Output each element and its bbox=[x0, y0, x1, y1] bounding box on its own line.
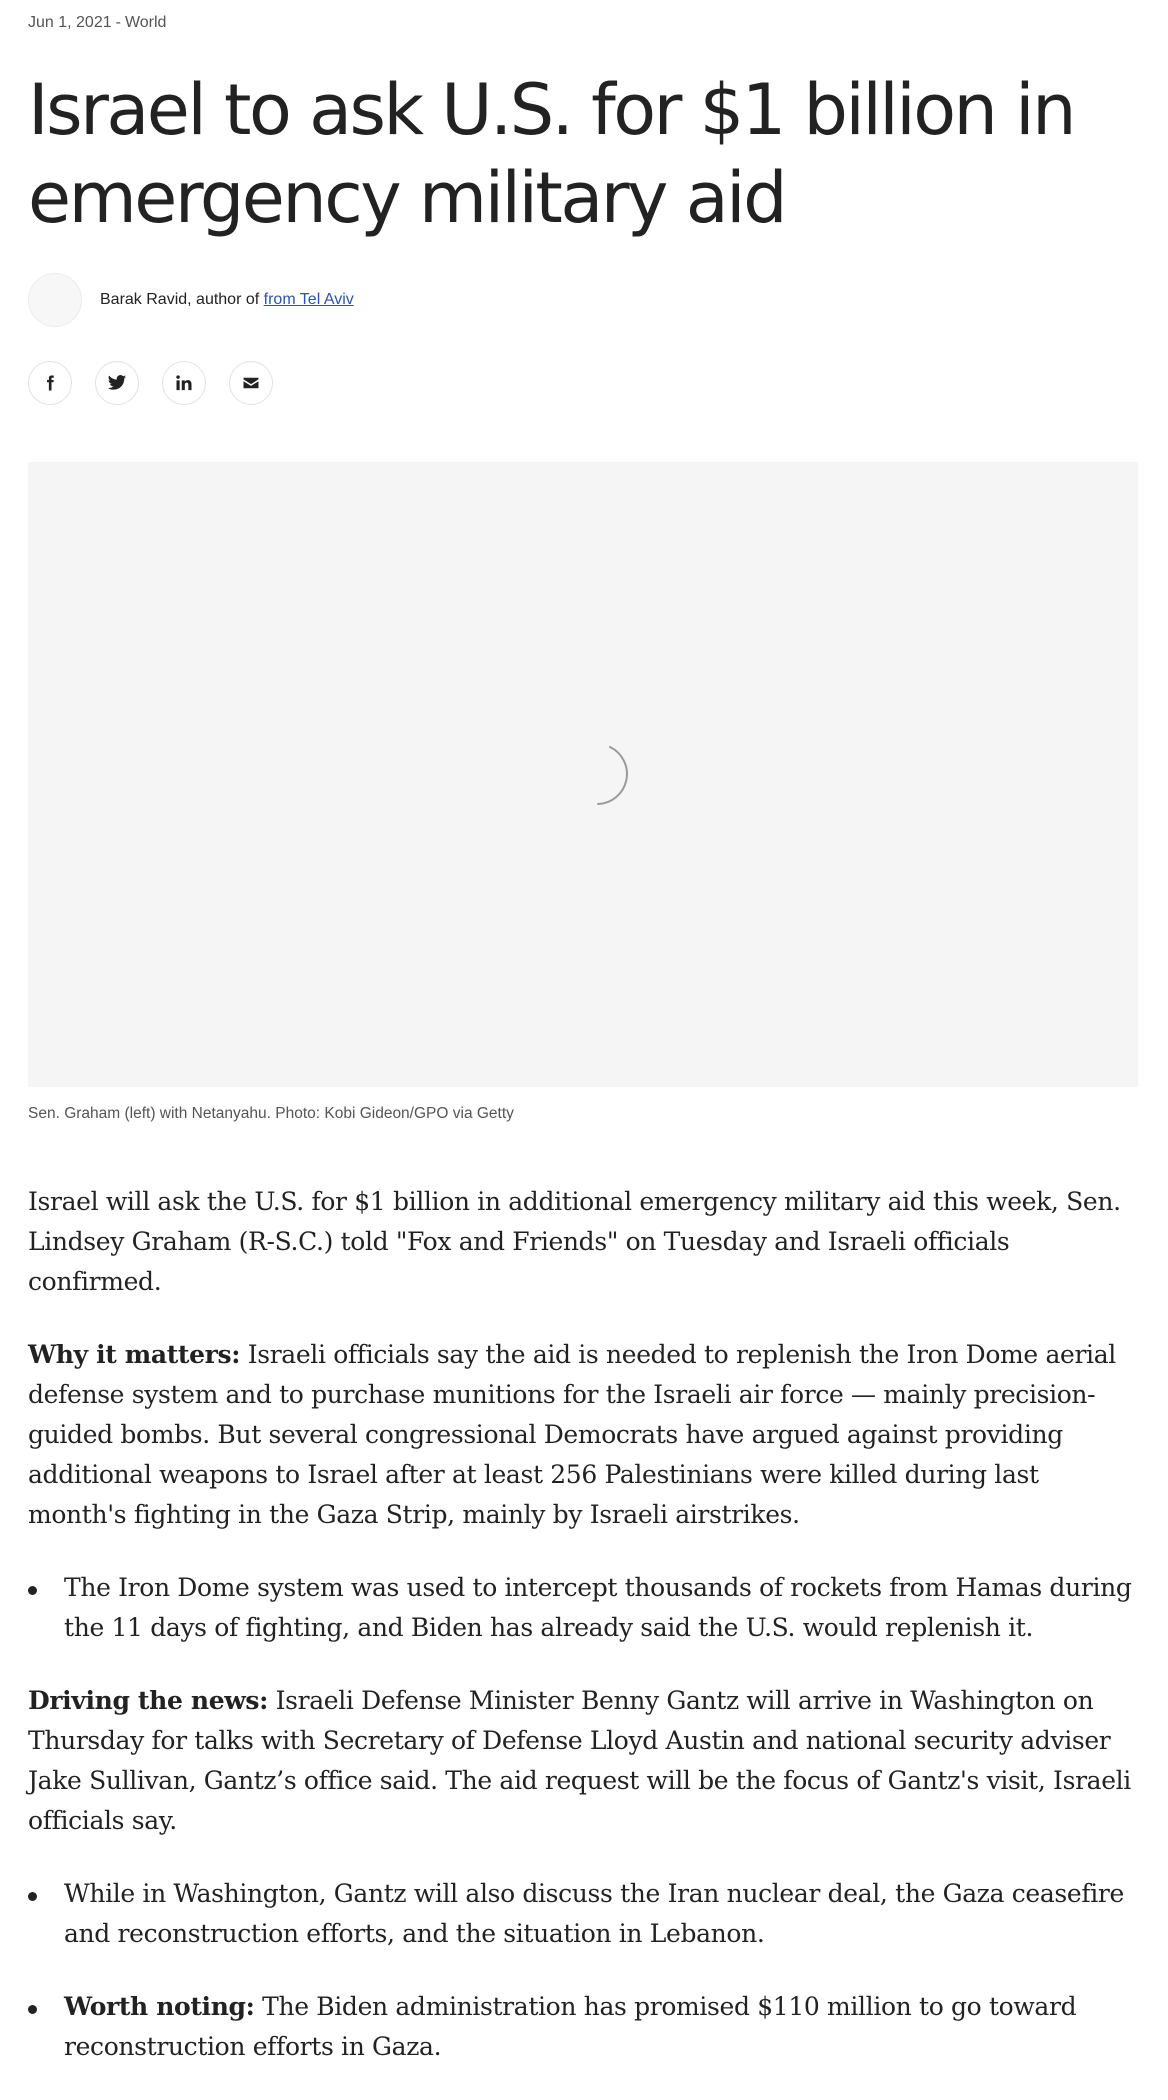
list-item: The Iron Dome system was used to intercept thousands of rockets from Hamas during the 11 days of fighting, and Biden has already said the U.S. would replenish it. bbox=[28, 1568, 1140, 1648]
why-it-matters-label: Why it matters: bbox=[28, 1340, 241, 1369]
driving-the-news-text: Israeli Defense Minister Benny Gantz will arrive in Washington on Thursday for talks with Secretary of Defense Lloyd Austin and national security adviser Jake Sullivan, Gantz’s office said. The aid request will be the focus of Gantz's visit, Israeli officials say. bbox=[28, 1686, 1131, 1835]
why-it-matters-text: Israeli officials say the aid is needed to replenish the Iron Dome aerial defense system and to purchase munitions for the Israeli air force — mainly precision-guided bombs. But several congressional Democrats have argued against providing additional weapons to Israel after at least 256 Palestinians were killed during last month's fighting in the Gaza Strip, mainly by Israeli airstrikes. bbox=[28, 1340, 1116, 1529]
paragraph-why-it-matters bbox=[28, 1335, 1140, 1535]
bullet-list-worth-noting bbox=[28, 1987, 1140, 2067]
author-name: Barak Ravid, author of bbox=[100, 291, 264, 308]
email-share-button[interactable] bbox=[229, 361, 273, 405]
email-icon bbox=[242, 374, 260, 392]
twitter-share-button[interactable] bbox=[95, 361, 139, 405]
facebook-icon bbox=[41, 374, 59, 392]
dateline-separator: - bbox=[115, 14, 121, 31]
hero-image-placeholder bbox=[28, 462, 1138, 1087]
dateline bbox=[28, 14, 166, 32]
image-caption: Sen. Graham (left) with Netanyahu. Photo: Kobi Gideon/GPO via Getty bbox=[28, 1105, 514, 1122]
bullet-list-washington bbox=[28, 1874, 1140, 1954]
headline: Israel to ask U.S. for $1 billion in emergency military aid bbox=[28, 69, 1074, 239]
twitter-icon bbox=[107, 373, 127, 393]
paragraph-driving-the-news bbox=[28, 1681, 1140, 1841]
driving-the-news-label: Driving the news: bbox=[28, 1686, 269, 1715]
list-item: While in Washington, Gantz will also discuss the Iran nuclear deal, the Gaza ceasefire and reconstruction efforts, and the situation in Lebanon. bbox=[28, 1874, 1140, 1954]
share-bar bbox=[28, 361, 273, 405]
list-item bbox=[28, 1987, 1140, 2067]
author-avatar[interactable] bbox=[28, 273, 82, 327]
article-body bbox=[28, 1182, 1140, 2100]
linkedin-icon bbox=[175, 374, 193, 392]
loading-spinner-icon bbox=[577, 744, 643, 810]
linkedin-share-button[interactable] bbox=[162, 361, 206, 405]
byline-text bbox=[100, 291, 354, 309]
publish-date: Jun 1, 2021 bbox=[28, 14, 112, 31]
author-newsletter-link[interactable]: from Tel Aviv bbox=[263, 291, 354, 308]
facebook-share-button[interactable] bbox=[28, 361, 72, 405]
byline bbox=[28, 272, 354, 328]
section-link[interactable]: World bbox=[124, 14, 167, 31]
paragraph-intro: Israel will ask the U.S. for $1 billion in additional emergency military aid this week, Sen. Lindsey Graham (R-S.C.) told "Fox and Friends" on Tuesday and Israeli officials confirmed. bbox=[28, 1187, 1121, 1296]
worth-noting-text: The Biden administration has promised $110 million to go toward reconstruction efforts in Gaza. bbox=[64, 1992, 1077, 2061]
bullet-list-iron-dome bbox=[28, 1568, 1140, 1648]
worth-noting-label: Worth noting: bbox=[64, 1992, 255, 2021]
